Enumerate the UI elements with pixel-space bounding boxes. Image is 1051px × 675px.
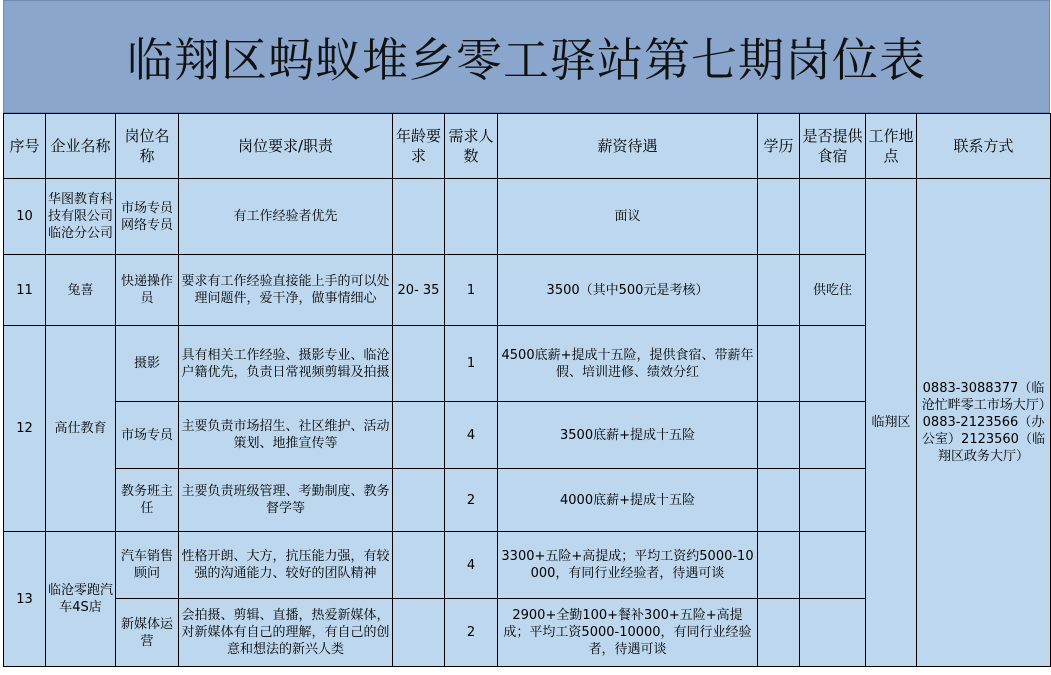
cell-company: 临沧零跑汽车4S店	[46, 532, 116, 667]
header-position: 岗位名称	[116, 114, 179, 179]
cell-age	[393, 179, 445, 255]
cell-age	[393, 532, 445, 599]
cell-education	[758, 255, 800, 326]
header-company: 企业名称	[46, 114, 116, 179]
cell-lodging	[800, 532, 866, 599]
cell-requirements: 主要负责市场招生、社区维护、活动策划、地推宣传等	[179, 402, 393, 469]
cell-company: 华图教育科技有限公司临沧分公司	[46, 179, 116, 255]
cell-position: 摄影	[116, 326, 179, 402]
cell-lodging: 供吃住	[800, 255, 866, 326]
cell-lodging	[800, 599, 866, 667]
cell-count	[445, 179, 498, 255]
cell-count: 2	[445, 469, 498, 532]
cell-count: 4	[445, 402, 498, 469]
header-location: 工作地点	[866, 114, 917, 179]
header-requirements: 岗位要求/职责	[179, 114, 393, 179]
header-row	[4, 114, 1051, 179]
cell-age	[393, 402, 445, 469]
cell-salary: 面议	[498, 179, 758, 255]
cell-education	[758, 599, 800, 667]
header-contact: 联系方式	[917, 114, 1051, 179]
cell-requirements: 会拍摄、剪辑、直播，热爱新媒体，对新媒体有自己的理解，有自己的创意和想法的新兴人类	[179, 599, 393, 667]
header-age: 年龄要求	[393, 114, 445, 179]
cell-age	[393, 469, 445, 532]
cell-salary: 3500（其中500元是考核）	[498, 255, 758, 326]
cell-position: 汽车销售顾问	[116, 532, 179, 599]
cell-education	[758, 532, 800, 599]
cell-location: 临翔区	[866, 179, 917, 667]
cell-position: 快递操作员	[116, 255, 179, 326]
cell-salary: 4500底薪+提成十五险，提供食宿、带薪年假、培训进修、绩效分红	[498, 326, 758, 402]
cell-lodging	[800, 326, 866, 402]
header-education: 学历	[758, 114, 800, 179]
cell-lodging	[800, 402, 866, 469]
cell-education	[758, 402, 800, 469]
cell-count: 2	[445, 599, 498, 667]
cell-age	[393, 599, 445, 667]
cell-education	[758, 179, 800, 255]
header-salary: 薪资待遇	[498, 114, 758, 179]
cell-age: 20- 35	[393, 255, 445, 326]
cell-count: 4	[445, 532, 498, 599]
cell-company: 兔喜	[46, 255, 116, 326]
cell-salary: 4000底薪+提成十五险	[498, 469, 758, 532]
cell-company: 高仕教育	[46, 326, 116, 532]
header-lodging: 是否提供食宿	[800, 114, 866, 179]
cell-contact: 0883-3088377（临沧忙畔零工市场大厅）0883-2123566（办公室）2123560（临翔区政务大厅）	[917, 179, 1051, 667]
cell-seq: 13	[4, 532, 46, 667]
cell-education	[758, 469, 800, 532]
cell-seq: 12	[4, 326, 46, 532]
cell-position: 教务班主任	[116, 469, 179, 532]
cell-requirements: 具有相关工作经验、摄影专业、临沧户籍优先，负责日常视频剪辑及拍摄	[179, 326, 393, 402]
cell-lodging	[800, 469, 866, 532]
cell-requirements: 性格开朗、大方，抗压能力强，有较强的沟通能力、较好的团队精神	[179, 532, 393, 599]
page-title: 临翔区蚂蚁堆乡零工驿站第七期岗位表	[127, 32, 926, 87]
jobs-table	[3, 113, 1051, 667]
cell-seq: 10	[4, 179, 46, 255]
header-seq: 序号	[4, 114, 46, 179]
cell-salary: 3300+五险+高提成；平均工资约5000-10000，有同行业经验者，待遇可谈	[498, 532, 758, 599]
cell-age	[393, 326, 445, 402]
cell-count: 1	[445, 255, 498, 326]
cell-requirements: 要求有工作经验直接能上手的可以处理问题件，爱干净，做事情细心	[179, 255, 393, 326]
table-row	[4, 179, 1051, 255]
header-count: 需求人数	[445, 114, 498, 179]
cell-position: 新媒体运营	[116, 599, 179, 667]
title-bar	[3, 0, 1050, 113]
cell-count: 1	[445, 326, 498, 402]
cell-salary: 2900+全勤100+餐补300+五险+高提成；平均工资5000-10000，有同行业经验者，待遇可谈	[498, 599, 758, 667]
cell-salary: 3500底薪+提成十五险	[498, 402, 758, 469]
cell-position: 市场专员	[116, 402, 179, 469]
cell-requirements: 主要负责班级管理、考勤制度、教务督学等	[179, 469, 393, 532]
cell-lodging	[800, 179, 866, 255]
cell-position: 市场专员网络专员	[116, 179, 179, 255]
cell-seq: 11	[4, 255, 46, 326]
cell-education	[758, 326, 800, 402]
cell-requirements: 有工作经验者优先	[179, 179, 393, 255]
